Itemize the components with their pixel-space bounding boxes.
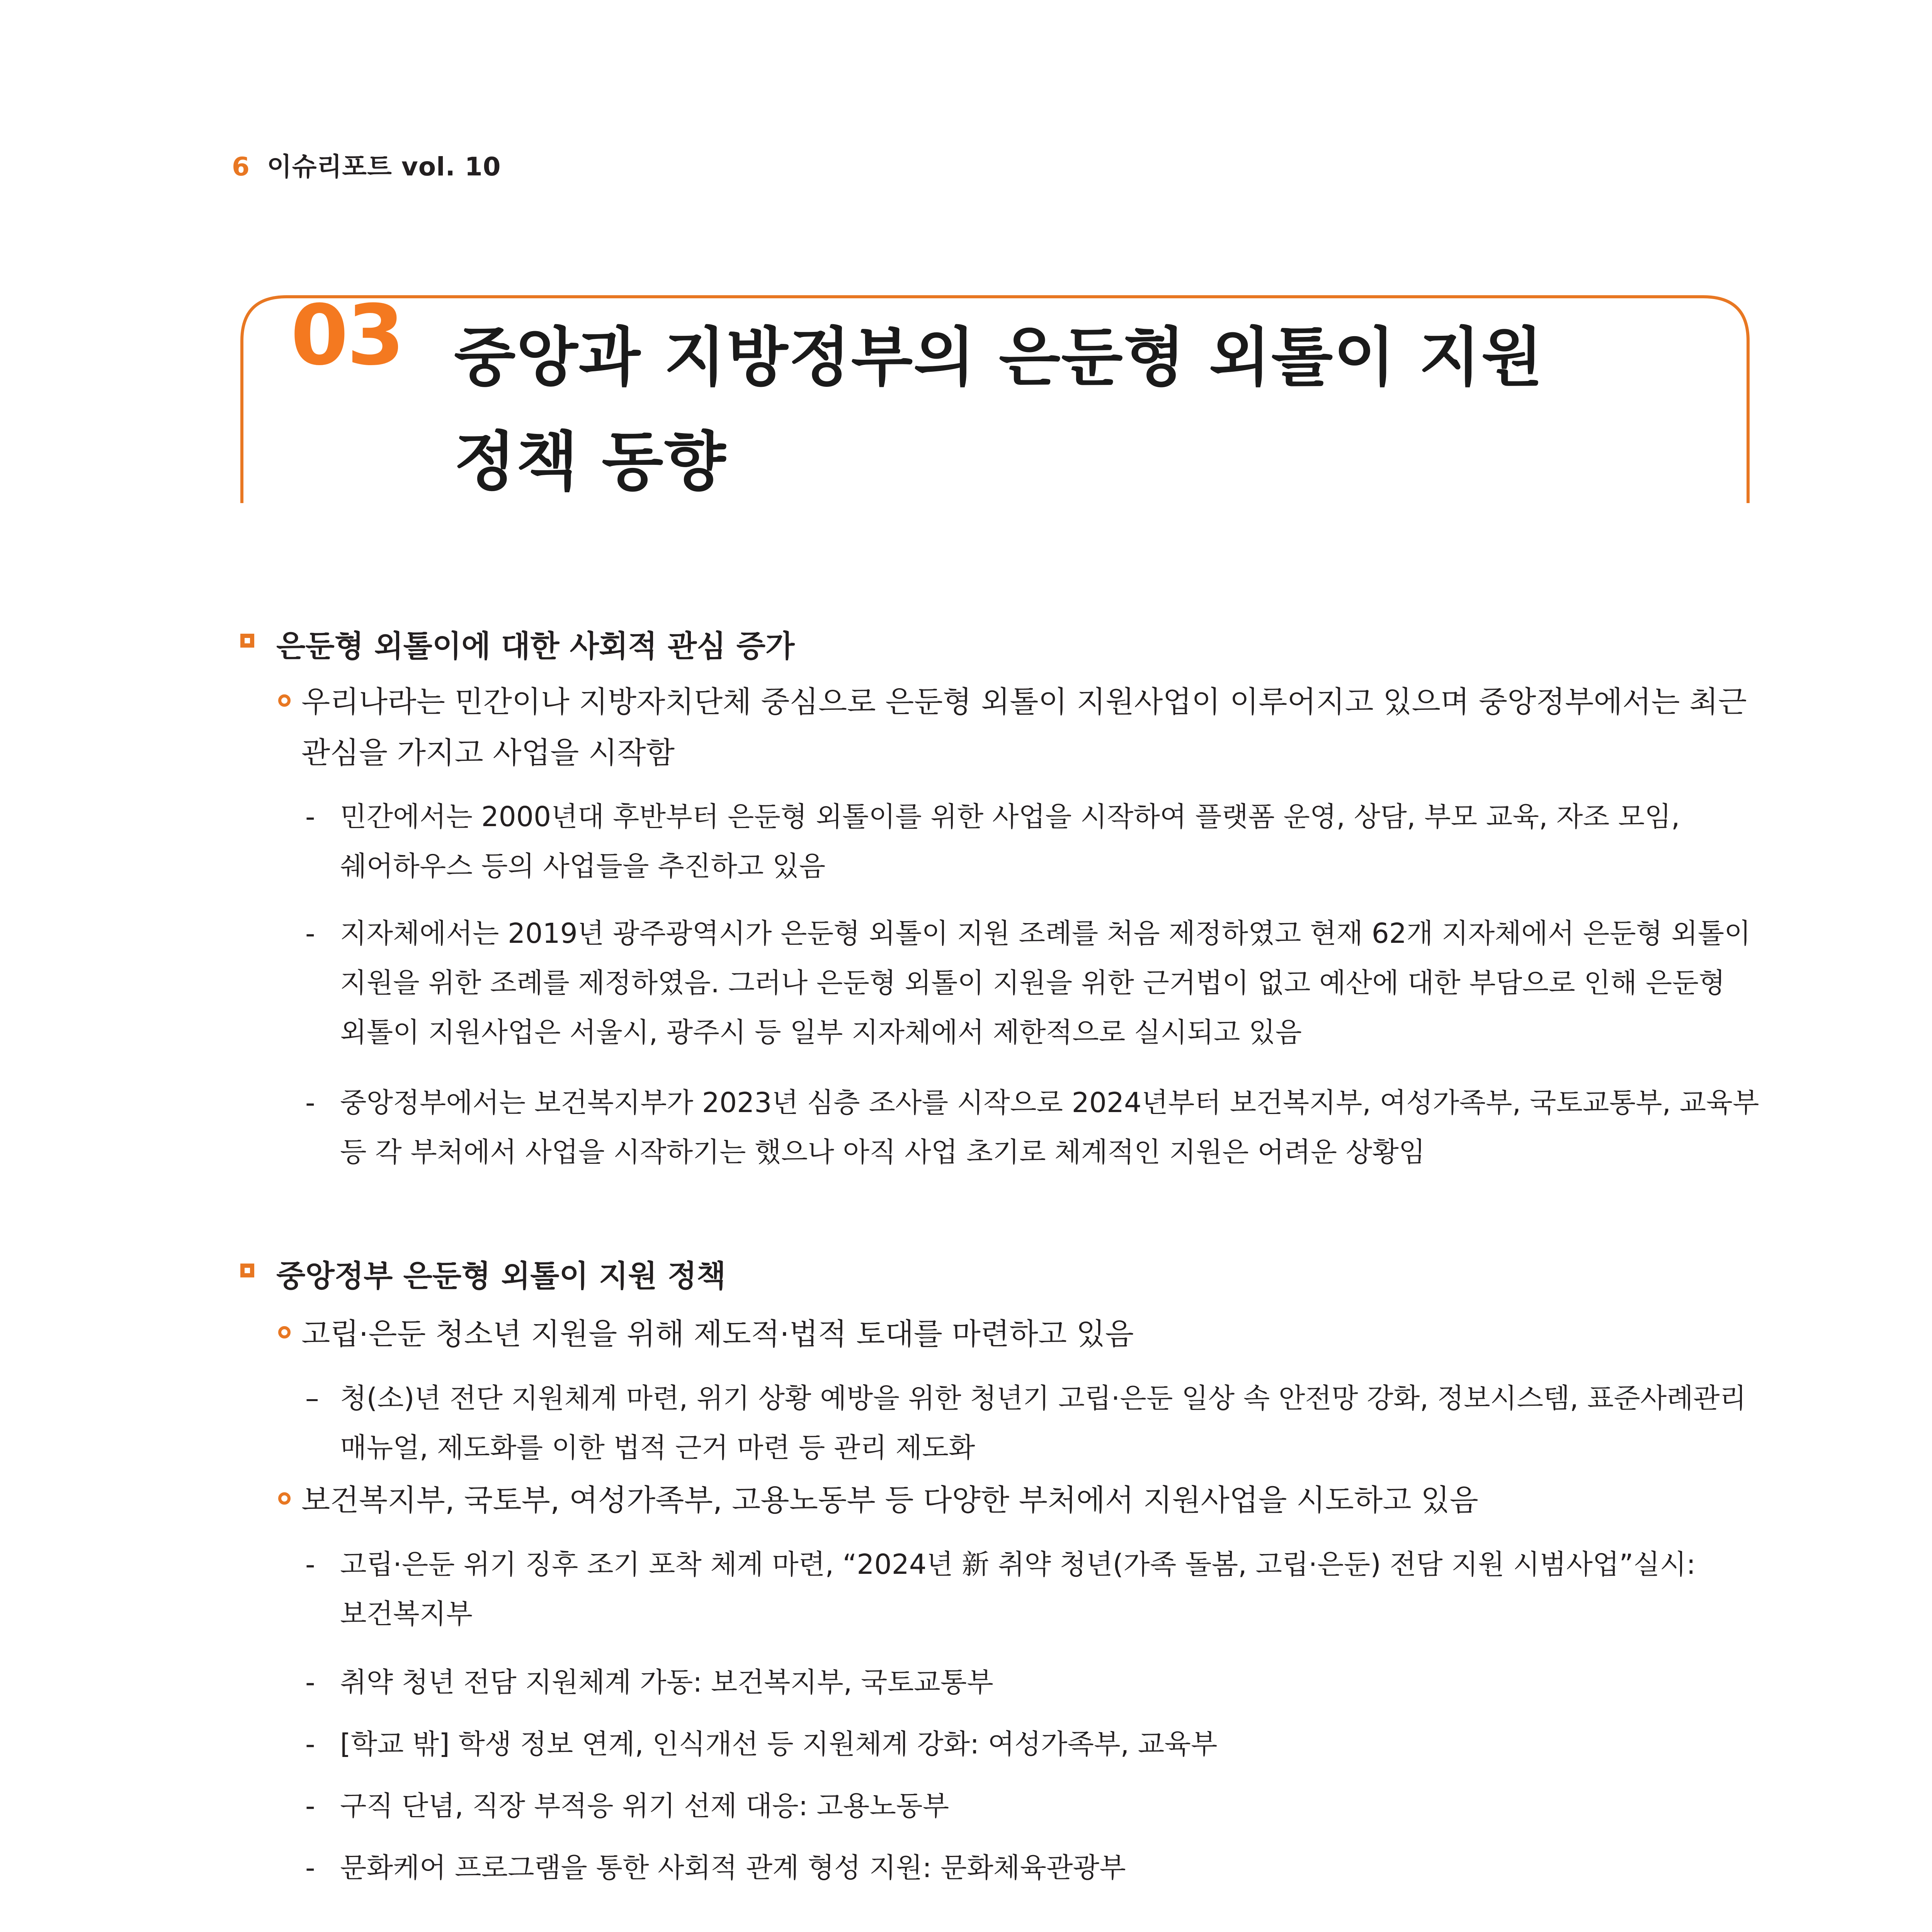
text-line: 쉐어하우스 등의 사업들을 추진하고 있음: [340, 850, 826, 882]
heading-social-interest: 은둔형 외톨이에 대한 사회적 관심 증가: [276, 629, 795, 664]
dash-central-gov: [305, 1078, 1759, 1177]
text-line: 고립·은둔 위기 징후 조기 포착 체계 마련, “2024년 新 취약 청년(가족 돌봄, 고립·은둔) 전담 지원 시범사업”실시:: [340, 1548, 1696, 1580]
text-line: 청(소)년 전단 지원체계 마련, 위기 상황 예방을 위한 청년기 고립·은둔 일상 속 안전망 강화, 정보시스템, 표준사례관리: [340, 1382, 1747, 1414]
page-number: 6: [232, 152, 250, 182]
point-foundation: 고립·은둔 청소년 지원을 위해 제도적·법적 토대를 마련하고 있음: [301, 1317, 1134, 1352]
dash-marker: -: [305, 1548, 315, 1580]
dash-text: [340, 1374, 1746, 1473]
point-ministries: 보건복지부, 국토부, 여성가족부, 고용노동부 등 다양한 부처에서 지원사업을 시도하고 있음: [301, 1483, 1478, 1518]
dash-institutionalize: [305, 1374, 1746, 1473]
dash-text: 구직 단념, 직장 부적응 위기 선제 대응: 고용노동부: [340, 1790, 949, 1822]
running-header: [232, 146, 501, 183]
text-line: 지원을 위한 조례를 제정하였음. 그러나 은둔형 외톨이 지원을 위한 근거법이 없고 예산에 대한 부담으로 인해 은둔형: [340, 967, 1725, 999]
text-line: 지자체에서는 2019년 광주광역시가 은둔형 외톨이 지원 조례를 처음 제정하였고 현재 62개 지자체에서 은둔형 외톨이: [340, 917, 1751, 949]
dash-text: [340, 792, 1680, 891]
text-line: 등 각 부처에서 사업을 시작하기는 했으나 아직 사업 초기로 체계적인 지원은 어려운 상황임: [340, 1136, 1425, 1168]
text-line: 우리나라는 민간이나 지방자치단체 중심으로 은둔형 외톨이 지원사업이 이루어지고 있으며 중앙정부에서는 최근: [301, 685, 1747, 719]
dash-marker: -: [305, 1087, 315, 1119]
dash-marker: -: [305, 1728, 315, 1760]
circle-bullet-icon: [278, 1492, 291, 1505]
text-line: 매뉴얼, 제도화를 이한 법적 근거 마련 등 관리 제도화: [340, 1432, 975, 1464]
dash-local-gov: [305, 909, 1751, 1057]
section-number: 03: [291, 287, 403, 384]
dash-early-detection: [305, 1540, 1696, 1639]
dash-marker: -: [305, 917, 315, 949]
dash-marker: –: [305, 1382, 319, 1414]
dash-text: [340, 1540, 1696, 1639]
square-bullet-icon: [240, 634, 254, 648]
text-line: 중앙정부에서는 보건복지부가 2023년 심층 조사를 시작으로 2024년부터 보건복지부, 여성가족부, 국토교통부, 교육부: [340, 1087, 1759, 1119]
circle-bullet-icon: [278, 694, 291, 707]
dash-marker: -: [305, 801, 315, 833]
dash-culture-care: [305, 1843, 1126, 1893]
point-private-local: [301, 677, 1747, 779]
dash-private-sector: [305, 792, 1680, 891]
section-title-line-2: 정책 동향: [454, 425, 727, 499]
dash-out-of-school: [305, 1719, 1218, 1769]
dash-text: 문화케어 프로그램을 통한 사회적 관계 형성 지원: 문화체육관광부: [340, 1852, 1126, 1884]
text-line: 보건복지부: [340, 1598, 473, 1630]
dash-marker: -: [305, 1852, 315, 1884]
dash-marker: -: [305, 1790, 315, 1822]
dash-text: [340, 909, 1751, 1057]
text-line: 관심을 가지고 사업을 시작함: [301, 736, 675, 770]
dash-text: [340, 1078, 1759, 1177]
section-title: [454, 305, 1729, 514]
publication-title: 이슈리포트 vol. 10: [267, 152, 501, 182]
dash-dedicated-support: [305, 1658, 993, 1707]
text-line: 민간에서는 2000년대 후반부터 은둔형 외톨이를 위한 사업을 시작하여 플랫폼 운영, 상담, 부모 교육, 자조 모임,: [340, 801, 1680, 833]
square-bullet-icon: [240, 1264, 254, 1277]
heading-central-policy: 중앙정부 은둔형 외톨이 지원 정책: [276, 1259, 726, 1294]
section-title-line-1: 중앙과 지방정부의 은둔형 외톨이 지원: [454, 320, 1544, 395]
dash-marker: -: [305, 1666, 315, 1698]
text-line: 외톨이 지원사업은 서울시, 광주시 등 일부 지자체에서 제한적으로 실시되고 있음: [340, 1016, 1302, 1048]
circle-bullet-icon: [278, 1326, 291, 1338]
dash-text: 취약 청년 전담 지원체계 가동: 보건복지부, 국토교통부: [340, 1666, 993, 1698]
dash-job-seeking: [305, 1781, 949, 1831]
dash-text: [학교 밖] 학생 정보 연계, 인식개선 등 지원체계 강화: 여성가족부, 교육부: [340, 1728, 1218, 1760]
